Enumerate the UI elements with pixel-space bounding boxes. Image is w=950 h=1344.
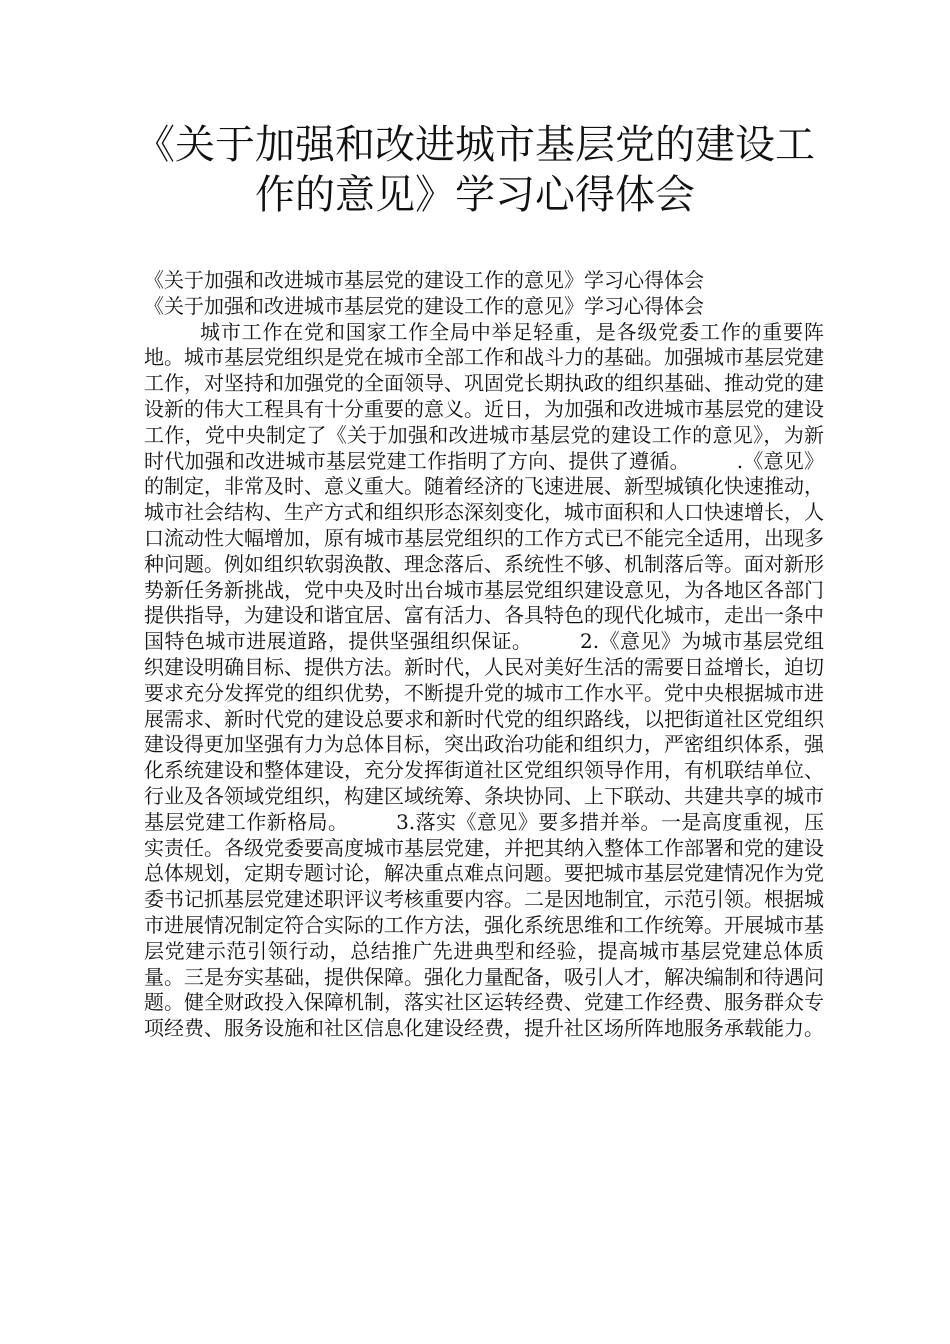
document-title — [100, 120, 850, 220]
heading-repeat-2: 《关于加强和改进城市基层党的建设工作的意见》学习心得体会 — [144, 293, 704, 318]
body-paragraph: 城市工作在党和国家工作全局中举足轻重，是各级党委工作的重要阵地。城市基层党组织是党在城市全部工作和战斗力的基础。加强城市基层党建工作，对坚持和加强党的全面领导、巩固党长期执政的组织基础、推动党的建设新的伟大工程具有十分重要的意义。近日，为加强和改进城市基层党的建设工作，党中央制定了《关于加强和改进城市基层党的建设工作的意见》，为新时代加强和改进城市基层党建工作指明了方向、提供了遵循。 .《意见》的制定，非常及时、意义重大。随着经济的飞速进展、新型城镇化快速推动，城市社会结构、生产方式和组织形态深刻变化，城市面积和人口快速增长，人口流动性大幅增加，原有城市基层党组织的工作方式已不能完全适用，出现多种问题。例如组织软弱涣散、理念落后、系统性不够、机制落后等。面对新形势新任务新挑战，党中央及时出台城市基层党组织建设意见，为各地区各部门提供指导，为建设和谐宜居、富有活力、各具特色的现代化城市，走出一条中国特色城市进展道路，提供坚强组织保证。 2.《意见》为城市基层党组织建设明确目标、提供方法。新时代，人民对美好生活的需要日益增长，迫切要求充分发挥党的组织优势，不断提升党的城市工作水平。党中央根据城市进展需求、新时代党的建设总要求和新时代党的组织路线，以把街道社区党组织建设得更加坚强有力为总体目标，突出政治功能和组织力，严密组织体系，强化系统建设和整体建设，充分发挥街道社区党组织领导作用，有机联结单位、行业及各领域党组织，构建区域统筹、条块协同、上下联动、共建共享的城市基层党建工作新格局。 3.落实《意见》要多措并举。一是高度重视，压实责任。各级党委要高度城市基层党建，并把其纳入整体工作部署和党的建设总体规划，定期专题讨论，解决重点难点问题。要把城市基层党建情况作为党委书记抓基层党建述职评议考核重要内容。二是因地制宜，示范引领。根据城市进展情况制定符合实际的工作方法，强化系统思维和工作统筹。开展城市基层党建示范引领行动，总结推广先进典型和经验，提高城市基层党建总体质量。三是夯实基础，提供保障。强化力量配备，吸引人才，解决编制和待遇问题。健全财政投入保障机制，落实社区运转经费、党建工作经费、服务群众专项经费、服务设施和社区信息化建设经费，提升社区场所阵地服务承载能力。 — [144, 319, 824, 1041]
title-line-1: 《关于加强和改进城市基层党的建设工 — [135, 122, 815, 168]
heading-repeat-1: 《关于加强和改进城市基层党的建设工作的意见》学习心得体会 — [144, 268, 704, 292]
title-line-2: 作的意见》学习心得体会 — [255, 172, 695, 218]
document-body — [144, 268, 824, 1042]
